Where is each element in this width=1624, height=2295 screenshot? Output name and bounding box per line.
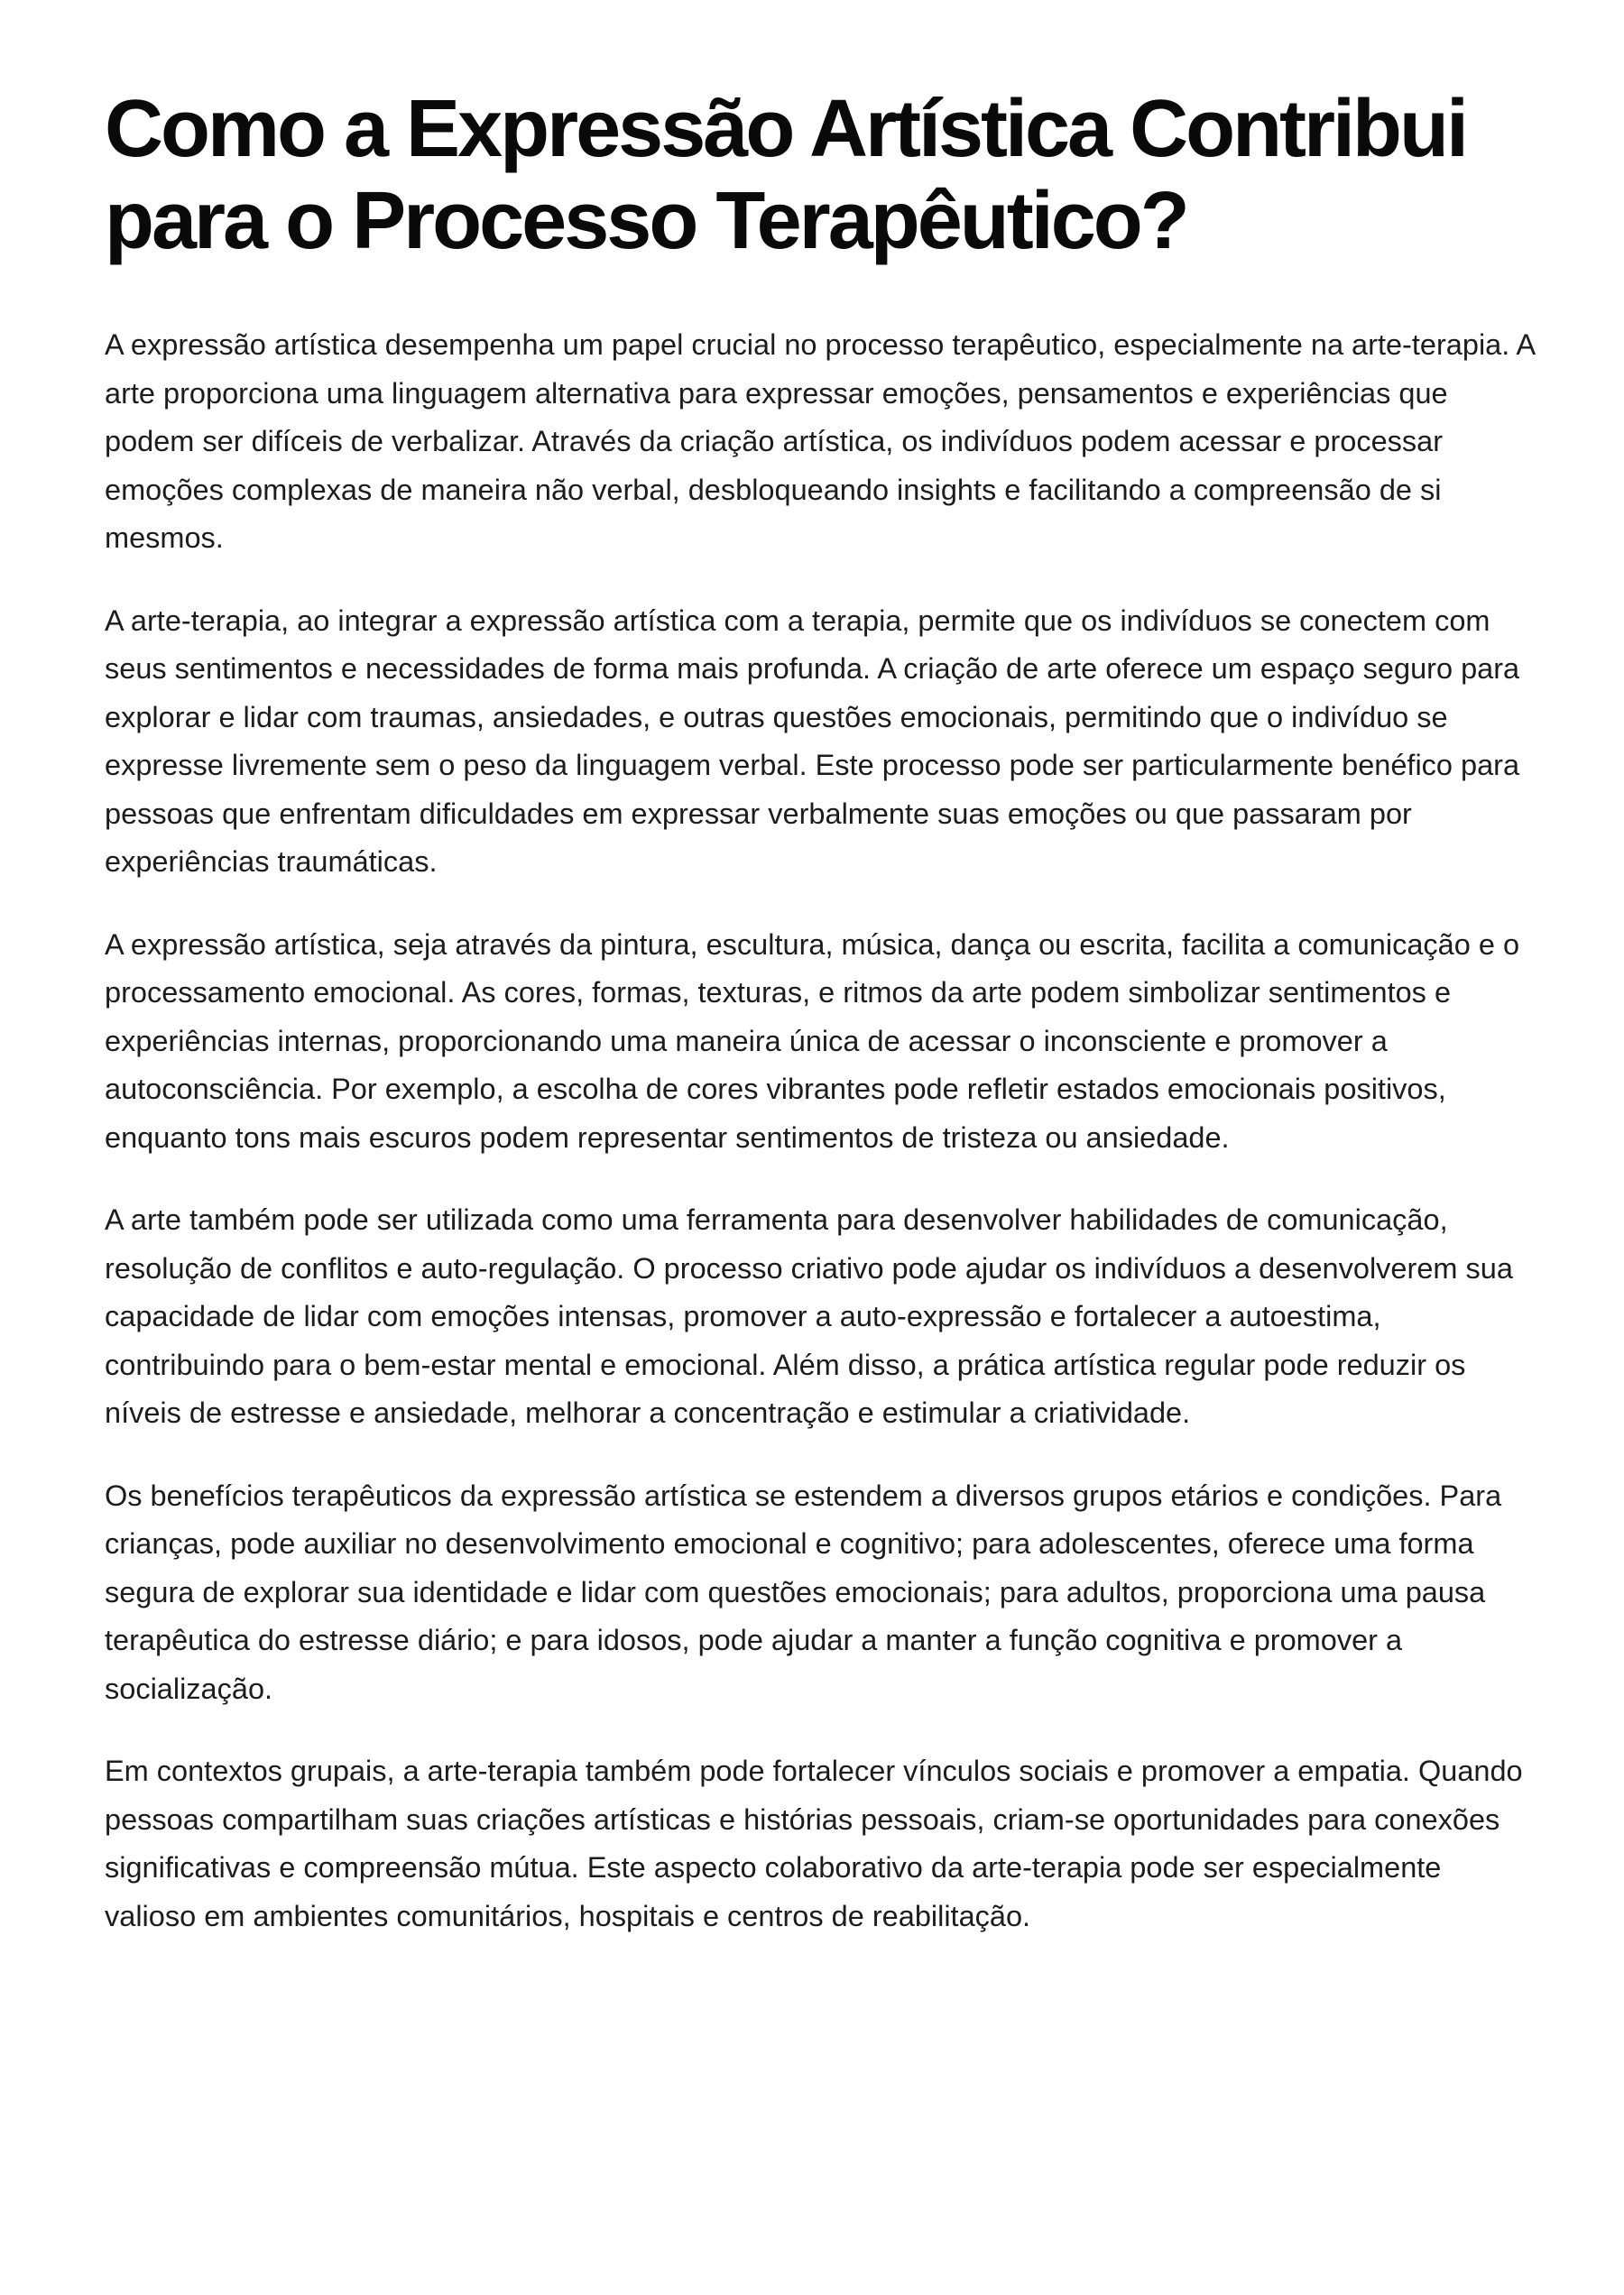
paragraph-2: A arte-terapia, ao integrar a expressão artística com a terapia, permite que os indivíduos se conectem com seus sentimentos e necessidades de forma mais profunda. A criação de arte oferece um espaço seguro para explorar e lidar com traumas, ansiedades, e outras questões emocionais, permitindo que o indivíduo se expresse livremente sem o peso da linguagem verbal. Este processo pode ser particularmente benéfico para pessoas que enfrentam dificuldades em expressar verbalmente suas emoções ou que passaram por experiências traumáticas. (105, 604, 1520, 878)
page-title: Como a Expressão Artística Contribui para o Processo Terapêutico? (105, 84, 1467, 266)
paragraph-6: Em contextos grupais, a arte-terapia também pode fortalecer vínculos sociais e promover a empatia. Quando pessoas compartilham suas criações artísticas e histórias pessoais, criam-se oportunidades para conexões significativas e compreensão mútua. Este aspecto colaborativo da arte-terapia pode ser especialmente valioso em ambientes comunitários, hospitais e centros de reabilitação. (105, 1755, 1523, 1932)
paragraph-3: A expressão artística, seja através da pintura, escultura, música, dança ou escrita, facilita a comunicação e o processamento emocional. As cores, formas, texturas, e ritmos da arte podem simbolizar sentimentos e experiências internas, proporcionando uma maneira única de acessar o inconsciente e promover a autoconsciência. Por exemplo, a escolha de cores vibrantes pode refletir estados emocionais positivos, enquanto tons mais escuros podem representar sentimentos de tristeza ou ansiedade. (105, 927, 1520, 1154)
document-page (105, 83, 1539, 1975)
paragraph-4: A arte também pode ser utilizada como uma ferramenta para desenvolver habilidades de comunicação, resolução de conflitos e auto-regulação. O processo criativo pode ajudar os indivíduos a desenvolverem sua capacidade de lidar com emoções intensas, promover a auto-expressão e fortalecer a autoestima, contribuindo para o bem-estar mental e emocional. Além disso, a prática artística regular pode reduzir os níveis de estresse e ansiedade, melhorar a concentração e estimular a criatividade. (105, 1203, 1513, 1429)
paragraph-1: A expressão artística desempenha um papel crucial no processo terapêutico, especialmente na arte-terapia. A arte proporciona uma linguagem alternativa para expressar emoções, pensamentos e experiências que podem ser difíceis de verbalizar. Através da criação artística, os indivíduos podem acessar e processar emoções complexas de maneira não verbal, desbloqueando insights e facilitando a compreensão de si mesmos. (105, 328, 1535, 554)
paragraph-5: Os benefícios terapêuticos da expressão artística se estendem a diversos grupos etários e condições. Para crianças, pode auxiliar no desenvolvimento emocional e cognitivo; para adolescentes, oferece uma forma segura de explorar sua identidade e lidar com questões emocionais; para adultos, proporciona uma pausa terapêutica do estresse diário; e para idosos, pode ajudar a manter a função cognitiva e promover a socialização. (105, 1479, 1502, 1705)
